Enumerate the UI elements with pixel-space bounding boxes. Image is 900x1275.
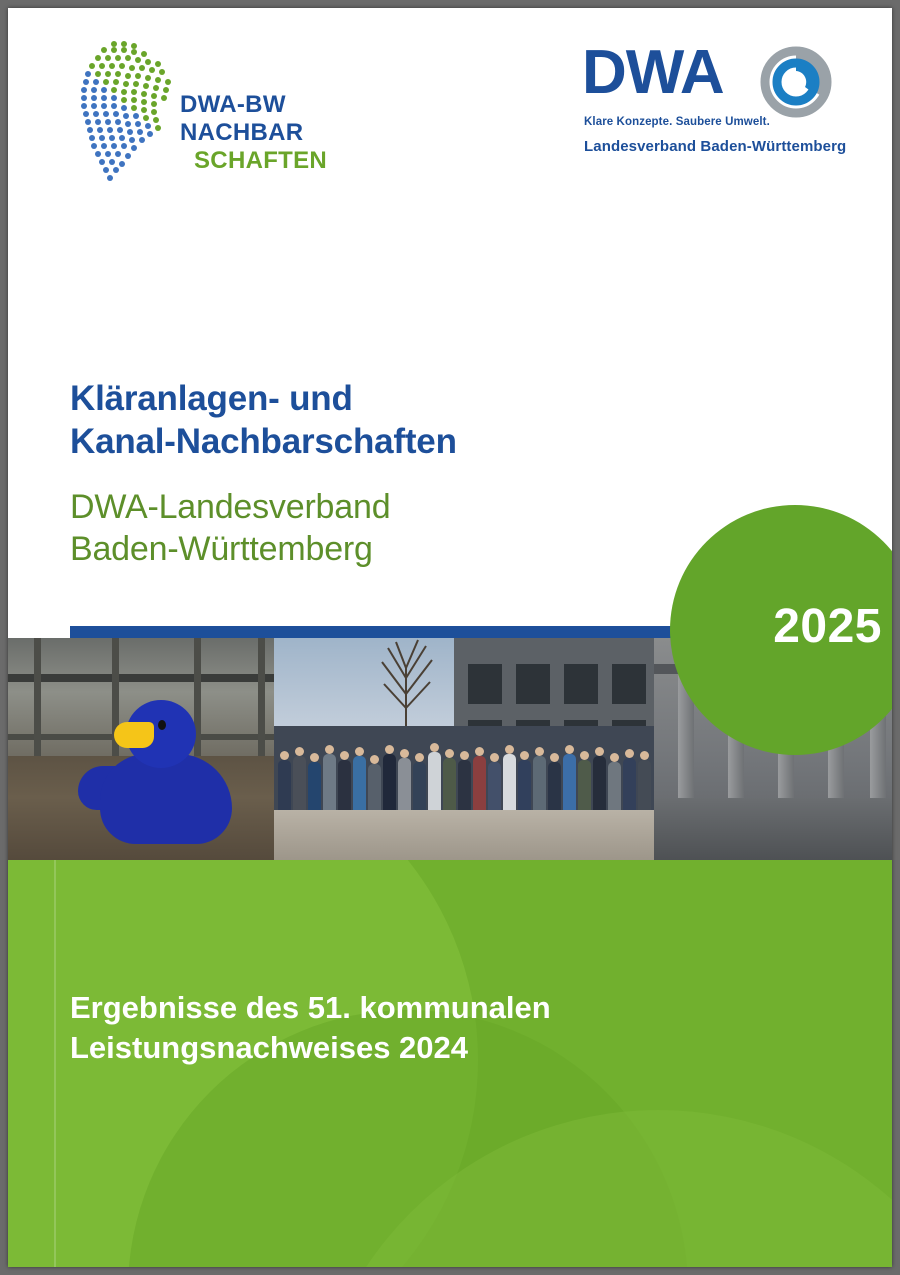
building-window [516, 664, 550, 704]
duck-photo-rail-upper [8, 674, 274, 682]
subtitle-line-1: DWA-Landesverband [70, 488, 391, 527]
group-photo-crowd [274, 726, 654, 814]
group-photo-ground [274, 810, 654, 860]
photo-group-participants [274, 638, 654, 860]
participant [623, 758, 636, 814]
duck-photo-post [258, 638, 265, 758]
dwa-association-name: Landesverband Baden-Württemberg [584, 138, 847, 155]
participant [503, 754, 516, 814]
dwa-bw-nachbarschaften-logo [70, 36, 360, 191]
footer-line-1: Ergebnisse des 51. kommunalen [70, 990, 551, 1025]
participant [548, 762, 561, 814]
decorative-vertical-line [54, 860, 56, 1267]
cover-title-block [70, 378, 710, 570]
hall-photo-floor [654, 798, 892, 860]
dwa-claim: Klare Konzepte. Saubere Umwelt. [584, 116, 770, 128]
baden-wuerttemberg-dotted-map-icon [70, 38, 180, 188]
logo-left-wordmark [180, 91, 360, 174]
participant [458, 760, 471, 814]
logo-left-line2: NACHBAR [180, 118, 304, 146]
book-cover [8, 8, 892, 1267]
participant [323, 754, 336, 814]
photo-blue-rubber-duck [8, 638, 274, 860]
participant [353, 756, 366, 814]
participant [413, 762, 426, 814]
participant [443, 758, 456, 814]
participant [593, 756, 606, 814]
participant [428, 752, 441, 814]
dwa-wordmark: DWA [582, 38, 724, 107]
page-subtitle [70, 487, 710, 570]
year-badge-label: 2025 [773, 600, 882, 653]
participant [533, 756, 546, 814]
participant [308, 762, 321, 814]
participant [518, 760, 531, 814]
participant [338, 760, 351, 814]
participant [638, 760, 651, 814]
participant [278, 760, 291, 814]
cover-footer-panel [8, 860, 892, 1267]
participant [563, 754, 576, 814]
participant [383, 754, 396, 814]
title-line-2: Kanal-Nachbarschaften [70, 421, 457, 461]
logo-left-line1: DWA-BW [180, 91, 286, 118]
logo-left-line3: SCHAFTEN [194, 146, 328, 174]
group-photo-tree [366, 638, 446, 734]
dwa-landesverband-logo [582, 34, 872, 184]
participant [368, 764, 381, 814]
participant [488, 762, 501, 814]
blue-divider-rule [70, 626, 730, 638]
page-title [70, 378, 710, 463]
dwa-ring-icon [760, 46, 832, 118]
duck-eye-shape [158, 720, 166, 730]
duck-beak-shape [114, 722, 154, 748]
cover-footer-text [70, 988, 770, 1069]
duck-photo-post [34, 638, 41, 758]
subtitle-line-2: Baden-Württemberg [70, 529, 373, 568]
title-line-1: Kläranlagen- und [70, 379, 353, 418]
footer-line-2: Leistungsnachweises 2024 [70, 1030, 469, 1066]
building-window [468, 664, 502, 704]
participant [473, 756, 486, 814]
participant [608, 762, 621, 814]
participant [398, 758, 411, 814]
building-window [612, 664, 646, 704]
building-window [564, 664, 598, 704]
participant [293, 756, 306, 814]
participant [578, 760, 591, 814]
